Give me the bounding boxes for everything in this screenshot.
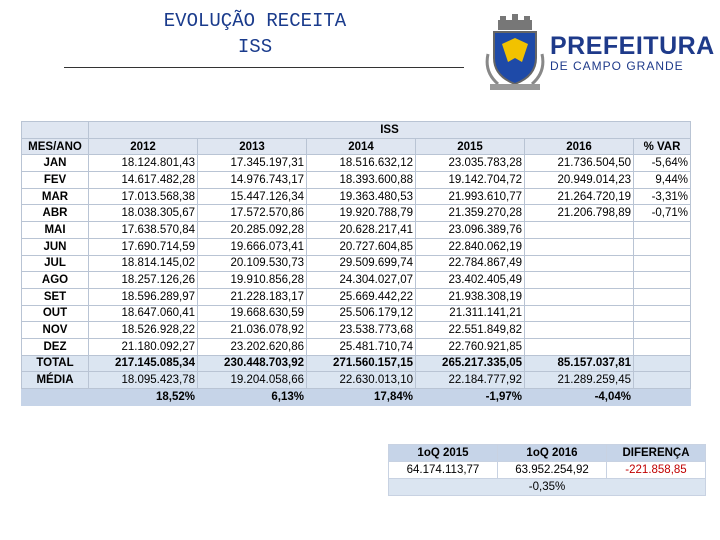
growth-cell: -1,97% xyxy=(416,389,525,406)
comparison-header: 1oQ 2015 xyxy=(389,445,498,462)
value-cell xyxy=(525,255,634,272)
value-cell: 20.109.530,73 xyxy=(198,255,307,272)
value-cell: 25.481.710,74 xyxy=(307,338,416,355)
table-row xyxy=(22,288,691,305)
value-cell: 18.526.928,22 xyxy=(89,322,198,339)
value-cell: 25.669.442,22 xyxy=(307,288,416,305)
value-cell: 20.628.217,41 xyxy=(307,222,416,239)
header-cell: 2013 xyxy=(198,138,307,155)
value-cell: 18.124.801,43 xyxy=(89,155,198,172)
value-cell: 23.538.773,68 xyxy=(307,322,416,339)
total-cell: 217.145.085,34 xyxy=(89,355,198,372)
value-cell: 18.038.305,67 xyxy=(89,205,198,222)
month-cell: OUT xyxy=(22,305,89,322)
table-row xyxy=(22,188,691,205)
value-cell: 18.516.632,12 xyxy=(307,155,416,172)
table-row xyxy=(22,272,691,289)
prefeitura-logo xyxy=(484,14,715,92)
header-cell: 2015 xyxy=(416,138,525,155)
media-cell: 19.204.058,66 xyxy=(198,372,307,389)
total-cell: 230.448.703,92 xyxy=(198,355,307,372)
media-cell: 22.184.777,92 xyxy=(416,372,525,389)
comparison-difference: -221.858,85 xyxy=(607,462,706,479)
comparison-header-row xyxy=(389,445,706,462)
value-cell xyxy=(634,322,691,339)
table-body xyxy=(22,155,691,355)
value-cell xyxy=(634,305,691,322)
header-cell: MES/ANO xyxy=(22,138,89,155)
value-cell: 23.096.389,76 xyxy=(416,222,525,239)
value-cell xyxy=(634,338,691,355)
month-cell: MAI xyxy=(22,222,89,239)
total-cell: 271.560.157,15 xyxy=(307,355,416,372)
value-cell xyxy=(634,238,691,255)
media-cell: MÉDIA xyxy=(22,372,89,389)
iss-revenue-table xyxy=(21,121,691,406)
month-cell: JAN xyxy=(22,155,89,172)
value-cell: 19.666.073,41 xyxy=(198,238,307,255)
comparison-percent: -0,35% xyxy=(389,479,706,496)
growth-cell: 6,13% xyxy=(198,389,307,406)
value-cell: 17.013.568,38 xyxy=(89,188,198,205)
value-cell: 9,44% xyxy=(634,172,691,189)
header-cell: 2016 xyxy=(525,138,634,155)
value-cell: 18.596.289,97 xyxy=(89,288,198,305)
value-cell: 21.938.308,19 xyxy=(416,288,525,305)
value-cell: 19.363.480,53 xyxy=(307,188,416,205)
title-underline xyxy=(64,67,464,68)
month-cell: AGO xyxy=(22,272,89,289)
value-cell: 14.976.743,17 xyxy=(198,172,307,189)
media-cell: 18.095.423,78 xyxy=(89,372,198,389)
media-cell: 22.630.013,10 xyxy=(307,372,416,389)
total-cell: 85.157.037,81 xyxy=(525,355,634,372)
value-cell: 17.572.570,86 xyxy=(198,205,307,222)
month-cell: DEZ xyxy=(22,338,89,355)
coat-of-arms-icon xyxy=(484,14,546,92)
logo-subtitle: DE CAMPO GRANDE xyxy=(550,59,684,73)
value-cell: 21.311.141,21 xyxy=(416,305,525,322)
growth-cell xyxy=(22,389,89,406)
value-cell: 22.551.849,82 xyxy=(416,322,525,339)
media-row xyxy=(22,372,691,389)
value-cell xyxy=(525,338,634,355)
value-cell: 18.257.126,26 xyxy=(89,272,198,289)
value-cell: 18.393.600,88 xyxy=(307,172,416,189)
value-cell: 23.202.620,86 xyxy=(198,338,307,355)
header-cell: 2012 xyxy=(89,138,198,155)
value-cell: 18.647.060,41 xyxy=(89,305,198,322)
value-cell: 21.993.610,77 xyxy=(416,188,525,205)
value-cell: -5,64% xyxy=(634,155,691,172)
table-row xyxy=(22,205,691,222)
table-row xyxy=(22,322,691,339)
media-cell xyxy=(634,372,691,389)
value-cell: 20.949.014,23 xyxy=(525,172,634,189)
table-caption: ISS xyxy=(89,122,691,139)
value-cell: 24.304.027,07 xyxy=(307,272,416,289)
value-cell: 23.402.405,49 xyxy=(416,272,525,289)
month-cell: FEV xyxy=(22,172,89,189)
table-row xyxy=(22,155,691,172)
value-cell: 21.206.798,89 xyxy=(525,205,634,222)
table-row xyxy=(22,222,691,239)
value-cell: 17.690.714,59 xyxy=(89,238,198,255)
value-cell: 23.035.783,28 xyxy=(416,155,525,172)
value-cell: 14.617.482,28 xyxy=(89,172,198,189)
header-cell: 2014 xyxy=(307,138,416,155)
total-cell xyxy=(634,355,691,372)
comparison-value: 64.174.113,77 xyxy=(389,462,498,479)
growth-cell: 17,84% xyxy=(307,389,416,406)
value-cell: 29.509.699,74 xyxy=(307,255,416,272)
total-row xyxy=(22,355,691,372)
total-cell: TOTAL xyxy=(22,355,89,372)
value-cell: 15.447.126,34 xyxy=(198,188,307,205)
month-cell: ABR xyxy=(22,205,89,222)
value-cell: 17.638.570,84 xyxy=(89,222,198,239)
value-cell xyxy=(525,222,634,239)
value-cell: 19.910.856,28 xyxy=(198,272,307,289)
value-cell xyxy=(634,272,691,289)
value-cell: 17.345.197,31 xyxy=(198,155,307,172)
table-row xyxy=(22,172,691,189)
value-cell: 18.814.145,02 xyxy=(89,255,198,272)
value-cell xyxy=(634,255,691,272)
table-header-row xyxy=(22,138,691,155)
value-cell: 22.840.062,19 xyxy=(416,238,525,255)
table-row xyxy=(22,238,691,255)
title-line-2: ISS xyxy=(237,36,273,58)
value-cell: -3,31% xyxy=(634,188,691,205)
value-cell: 21.359.270,28 xyxy=(416,205,525,222)
value-cell: 20.727.604,85 xyxy=(307,238,416,255)
value-cell: 22.760.921,85 xyxy=(416,338,525,355)
comparison-value: 63.952.254,92 xyxy=(498,462,607,479)
value-cell xyxy=(525,238,634,255)
table-row xyxy=(22,255,691,272)
quarter-comparison-table xyxy=(388,444,706,496)
month-cell: NOV xyxy=(22,322,89,339)
value-cell: 22.784.867,49 xyxy=(416,255,525,272)
value-cell: 21.036.078,92 xyxy=(198,322,307,339)
value-cell xyxy=(525,272,634,289)
header-cell: % VAR xyxy=(634,138,691,155)
month-cell: JUN xyxy=(22,238,89,255)
growth-cell: 18,52% xyxy=(89,389,198,406)
comparison-header: DIFERENÇA xyxy=(607,445,706,462)
table-row xyxy=(22,305,691,322)
value-cell xyxy=(525,288,634,305)
value-cell: 19.668.630,59 xyxy=(198,305,307,322)
total-cell: 265.217.335,05 xyxy=(416,355,525,372)
value-cell xyxy=(634,222,691,239)
table-row xyxy=(22,338,691,355)
title-line-1: EVOLUÇÃO RECEITA xyxy=(163,10,347,32)
comparison-percent-row xyxy=(389,479,706,496)
media-cell: 21.289.259,45 xyxy=(525,372,634,389)
growth-cell xyxy=(634,389,691,406)
value-cell: 19.142.704,72 xyxy=(416,172,525,189)
growth-cell: -4,04% xyxy=(525,389,634,406)
value-cell: 21.180.092,27 xyxy=(89,338,198,355)
value-cell xyxy=(634,288,691,305)
month-cell: JUL xyxy=(22,255,89,272)
value-cell: 21.736.504,50 xyxy=(525,155,634,172)
value-cell: 21.228.183,17 xyxy=(198,288,307,305)
month-cell: SET xyxy=(22,288,89,305)
comparison-header: 1oQ 2016 xyxy=(498,445,607,462)
value-cell: 20.285.092,28 xyxy=(198,222,307,239)
value-cell xyxy=(525,322,634,339)
growth-row xyxy=(22,389,691,406)
value-cell: 21.264.720,19 xyxy=(525,188,634,205)
value-cell: 25.506.179,12 xyxy=(307,305,416,322)
value-cell: 19.920.788,79 xyxy=(307,205,416,222)
value-cell: -0,71% xyxy=(634,205,691,222)
slide-title xyxy=(120,8,390,60)
logo-title: PREFEITURA xyxy=(550,32,715,60)
comparison-values-row xyxy=(389,462,706,479)
value-cell xyxy=(525,305,634,322)
month-cell: MAR xyxy=(22,188,89,205)
